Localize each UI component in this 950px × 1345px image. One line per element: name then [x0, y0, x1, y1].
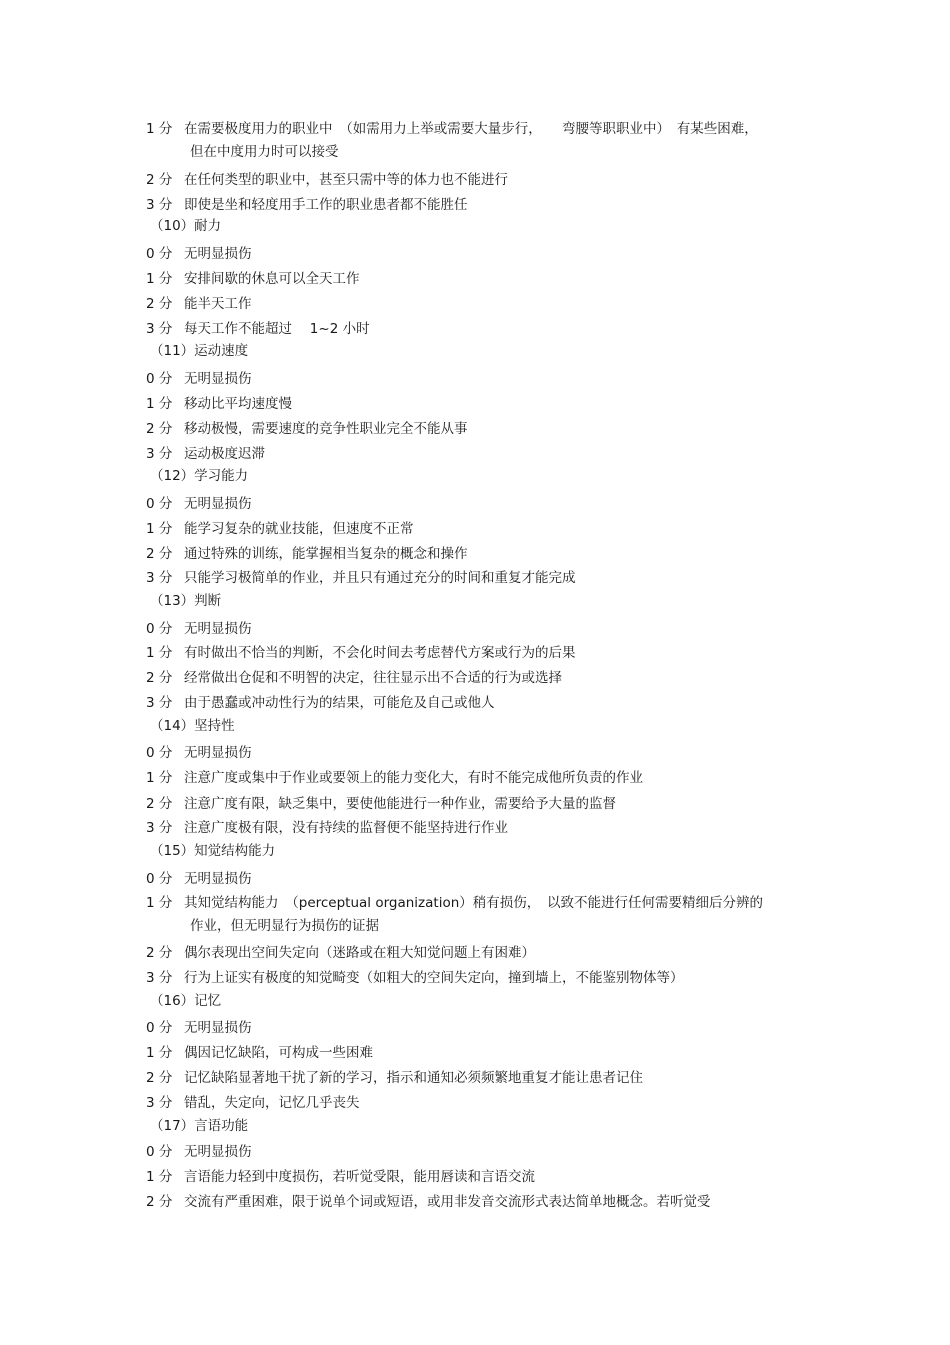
- score-label: 1 分: [146, 396, 173, 412]
- heading-text: （11）运动速度: [150, 343, 249, 359]
- score-description: 交流有严重困难，限于说单个词或短语，或用非发音交流形式表达简单地概念。若听觉受: [184, 1194, 711, 1210]
- score-label: 3 分: [146, 695, 173, 711]
- score-description: 行为上证实有极度的知觉畸变（如粗大的空间失定向，撞到墙上，不能鉴别物体等）: [184, 970, 684, 986]
- score-label: 1 分: [146, 645, 173, 661]
- score-description: 无明显损伤: [184, 745, 252, 761]
- score-label: 2 分: [146, 945, 173, 961]
- score-label: 3 分: [146, 446, 173, 462]
- score-description: 注意广度或集中于作业或要领上的能力变化大，有时不能完成他所负责的作业: [184, 770, 643, 786]
- score-label: 1 分: [146, 1045, 173, 1061]
- heading-text: （13）判断: [150, 593, 222, 609]
- score-description: 由于愚蠢或冲动性行为的结果，可能危及自己或他人: [184, 695, 495, 711]
- score-description: 能半天工作: [184, 296, 252, 312]
- score-label: 3 分: [146, 820, 173, 836]
- score-label: 1 分: [146, 1169, 173, 1185]
- heading-text: （12）学习能力: [150, 468, 249, 484]
- score-description: 在任何类型的职业中，甚至只需中等的体力也不能进行: [184, 172, 508, 188]
- score-label: 0 分: [146, 496, 173, 512]
- score-label: 1 分: [146, 271, 173, 287]
- score-label: 1 分: [146, 770, 173, 786]
- score-label: 2 分: [146, 670, 173, 686]
- score-description: 无明显损伤: [184, 496, 252, 512]
- score-description: 移动比平均速度慢: [184, 396, 292, 412]
- score-label: 0 分: [146, 1144, 173, 1160]
- score-description: 偶因记忆缺陷，可构成一些困难: [184, 1045, 373, 1061]
- score-description: 移动极慢，需要速度的竞争性职业完全不能从事: [184, 421, 468, 437]
- score-label: 0 分: [146, 871, 173, 887]
- score-description: 无明显损伤: [184, 371, 252, 387]
- heading-text: （10）耐力: [150, 218, 222, 234]
- score-label: 3 分: [146, 570, 173, 586]
- score-label: 3 分: [146, 970, 173, 986]
- score-description: 通过特殊的训练，能掌握相当复杂的概念和操作: [184, 546, 468, 562]
- score-description: 有时做出不恰当的判断，不会化时间去考虑替代方案或行为的后果: [184, 645, 576, 661]
- score-description: 记忆缺陷显著地干扰了新的学习，指示和通知必须频繁地重复才能让患者记住: [184, 1070, 643, 1086]
- score-label: 0 分: [146, 371, 173, 387]
- score-label: 0 分: [146, 246, 173, 262]
- score-description: 言语能力轻到中度损伤，若听觉受限，能用唇读和言语交流: [184, 1169, 535, 1185]
- score-label: 2 分: [146, 546, 173, 562]
- score-description: 注意广度极有限，没有持续的监督便不能坚持进行作业: [184, 820, 508, 836]
- score-label: 0 分: [146, 621, 173, 637]
- heading-text: （15）知觉结构能力: [150, 843, 276, 859]
- score-description: 无明显损伤: [184, 1020, 252, 1036]
- score-description: 注意广度有限，缺乏集中，要使他能进行一种作业，需要给予大量的监督: [184, 796, 616, 812]
- score-description: 在需要极度用力的职业中 （如需用力上举或需要大量步行， 弯腰等职职业中） 有某些困难，: [184, 121, 758, 137]
- score-label: 2 分: [146, 172, 173, 188]
- score-description: 只能学习极简单的作业，并且只有通过充分的时间和重复才能完成: [184, 570, 576, 586]
- score-description: 即使是坐和轻度用手工作的职业患者都不能胜任: [184, 197, 468, 213]
- score-label: 1 分: [146, 895, 173, 911]
- score-label: 2 分: [146, 1194, 173, 1210]
- score-label: 1 分: [146, 521, 173, 537]
- continuation-text: 但在中度用力时可以接受: [190, 144, 339, 160]
- score-label: 0 分: [146, 745, 173, 761]
- score-label: 3 分: [146, 321, 173, 337]
- score-label: 3 分: [146, 197, 173, 213]
- score-description: 无明显损伤: [184, 1144, 252, 1160]
- score-description: 每天工作不能超过 1~2 小时: [184, 321, 370, 337]
- continuation-text: 作业，但无明显行为损伤的证据: [190, 918, 379, 934]
- score-description: 无明显损伤: [184, 621, 252, 637]
- score-description: 偶尔表现出空间失定向（迷路或在粗大知觉问题上有困难）: [184, 945, 535, 961]
- score-description: 运动极度迟滞: [184, 446, 265, 462]
- score-description: 安排间歇的休息可以全天工作: [184, 271, 360, 287]
- score-description: 无明显损伤: [184, 246, 252, 262]
- score-description: 经常做出仓促和不明智的决定，往往显示出不合适的行为或选择: [184, 670, 562, 686]
- score-label: 0 分: [146, 1020, 173, 1036]
- heading-text: （16）记忆: [150, 993, 222, 1009]
- score-label: 2 分: [146, 421, 173, 437]
- score-description: 其知觉结构能力 （perceptual organization）稍有损伤， 以致不能进行任何需要精细后分辨的: [184, 895, 764, 911]
- score-label: 2 分: [146, 1070, 173, 1086]
- heading-text: （14）坚持性: [150, 718, 235, 734]
- score-description: 能学习复杂的就业技能，但速度不正常: [184, 521, 414, 537]
- score-label: 2 分: [146, 796, 173, 812]
- score-description: 错乱，失定向，记忆几乎丧失: [184, 1095, 360, 1111]
- score-label: 3 分: [146, 1095, 173, 1111]
- score-description: 无明显损伤: [184, 871, 252, 887]
- score-label: 2 分: [146, 296, 173, 312]
- heading-text: （17）言语功能: [150, 1118, 249, 1134]
- score-label: 1 分: [146, 121, 173, 137]
